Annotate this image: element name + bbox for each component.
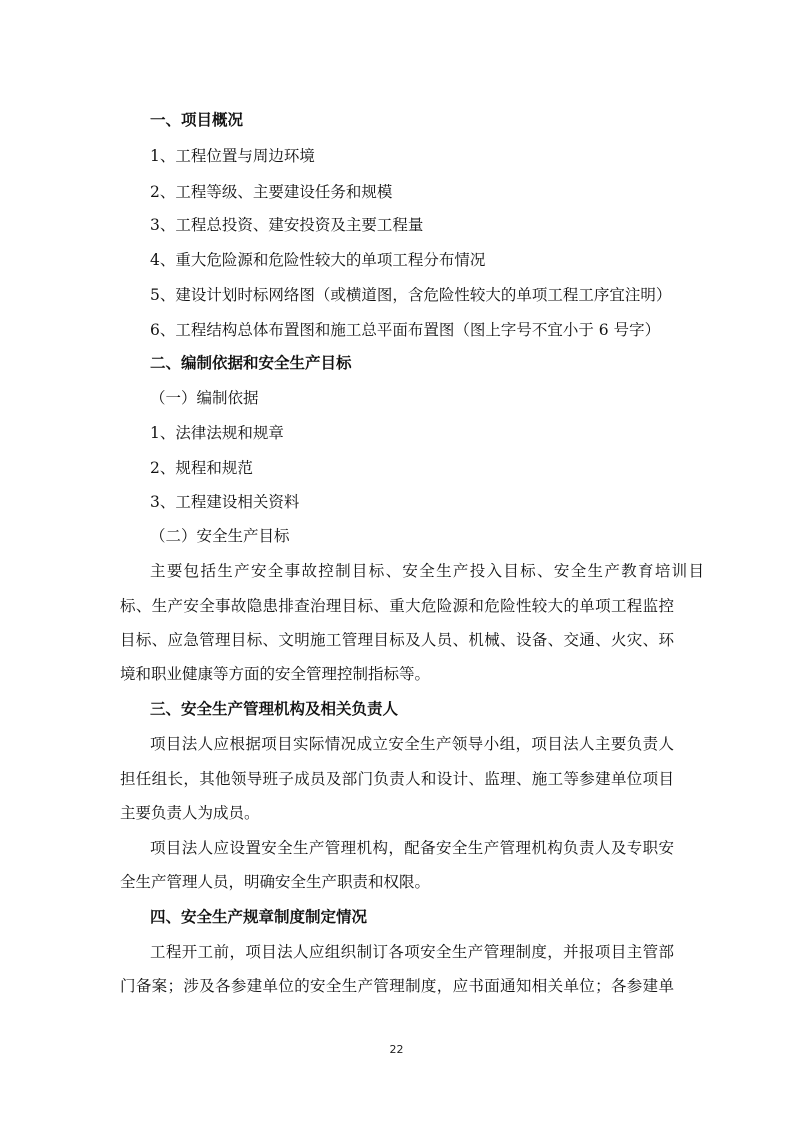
heading-project-overview: 一、项目概况 <box>150 111 244 129</box>
heading-basis-and-goals: 二、编制依据和安全生产目标 <box>150 354 352 372</box>
heading-rules: 四、安全生产规章制度制定情况 <box>150 908 368 926</box>
heading-organization: 三、安全生产管理机构及相关负责人 <box>150 700 399 718</box>
subheading-basis: （一）编制依据 <box>150 389 259 407</box>
paragraph-line: 工程开工前，项目法人应组织制订各项安全生产管理制度，并报项目主管部 <box>150 943 674 961</box>
list-item: 2、工程等级、主要建设任务和规模 <box>150 183 393 201</box>
paragraph-line: 主要包括生产安全事故控制目标、安全生产投入目标、安全生产教育培训目 <box>150 562 704 580</box>
list-item: 4、重大危险源和危险性较大的单项工程分布情况 <box>150 251 486 269</box>
paragraph-line: 项目法人应设置安全生产管理机构，配备安全生产管理机构负责人及专职安 <box>150 839 674 857</box>
list-item: 1、法律法规和规章 <box>150 424 284 442</box>
paragraph-line: 全生产管理人员，明确安全生产职责和权限。 <box>120 873 431 891</box>
paragraph-line: 目标、应急管理目标、文明施工管理目标及人员、机械、设备、交通、火灾、环 <box>120 631 674 649</box>
subheading-safety-goals: （二）安全生产目标 <box>150 527 290 545</box>
list-item: 1、工程位置与周边环境 <box>150 147 315 165</box>
list-item: 6、工程结构总体布置图和施工总平面布置图（图上字号不宜小于 6 号字） <box>150 321 661 339</box>
list-item: 3、工程建设相关资料 <box>150 493 300 511</box>
paragraph-line: 项目法人应根据项目实际情况成立安全生产领导小组，项目法人主要负责人 <box>150 735 674 753</box>
list-item: 5、建设计划时标网络图（或横道图，含危险性较大的单项工程工序宜注明） <box>150 286 672 304</box>
paragraph-line: 标、生产安全事故隐患排查治理目标、重大危险源和危险性较大的单项工程监控 <box>120 597 674 615</box>
paragraph-line: 担任组长，其他领导班子成员及部门负责人和设计、监理、施工等参建单位项目 <box>120 770 674 788</box>
paragraph-line: 主要负责人为成员。 <box>120 804 260 822</box>
list-item: 2、规程和规范 <box>150 459 253 477</box>
page-number: 22 <box>389 1043 404 1056</box>
paragraph-line: 门备案；涉及各参建单位的安全生产管理制度，应书面通知相关单位；各参建单 <box>120 977 674 995</box>
paragraph-line: 境和职业健康等方面的安全管理控制指标等。 <box>120 665 431 683</box>
list-item: 3、工程总投资、建安投资及主要工程量 <box>150 216 424 234</box>
